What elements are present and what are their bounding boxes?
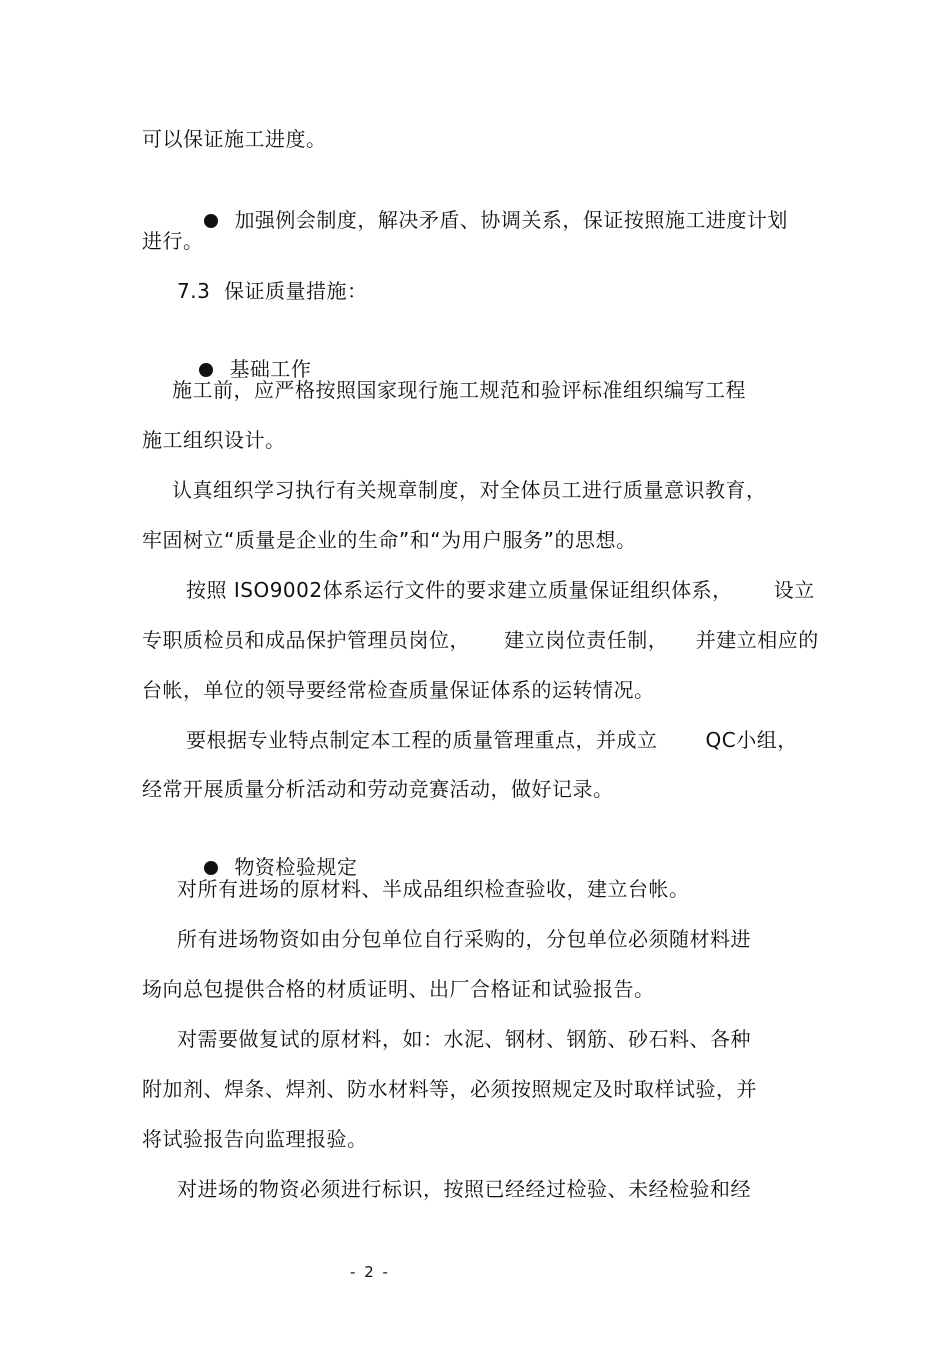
- text-line: 物资检验规定: [234, 855, 358, 879]
- text-line: 可以保证施工进度。: [142, 127, 327, 151]
- text-line: 所有进场物资如由分包单位自行采购的，分包单位必须随材料进: [177, 927, 751, 951]
- text-line: 台帐，单位的领导要经常检查质量保证体系的运转情况。: [142, 678, 655, 702]
- text-line: 施工组织设计。: [142, 428, 286, 452]
- text-line: 加强例会制度，解决矛盾、协调关系，保证按照施工进度计划: [234, 208, 788, 232]
- bullet-icon: [204, 861, 218, 875]
- text-line: 认真组织学习执行有关规章制度，对全体员工进行质量意识教育，: [172, 478, 767, 502]
- bullet-icon: [199, 363, 213, 377]
- text-line: 对所有进场的原材料、半成品组织检查验收，建立台帐。: [177, 877, 690, 901]
- text-line: 经常开展质量分析活动和劳动竞赛活动，做好记录。: [142, 777, 614, 801]
- text-line: 专职质检员和成品保护管理员岗位， 建立岗位责任制， 并建立相应的: [142, 628, 819, 652]
- text-line: 场向总包提供合格的材质证明、出厂合格证和试验报告。: [142, 977, 655, 1001]
- text-line: 施工前，应严格按照国家现行施工规范和验评标准组织编写工程: [172, 378, 746, 402]
- section-heading: 7.3 保证质量措施：: [177, 279, 368, 303]
- page-number: - 2 -: [350, 1263, 390, 1281]
- text-line: 附加剂、焊条、焊剂、防水材料等，必须按照规定及时取样试验，并: [142, 1077, 757, 1101]
- text-line: 要根据专业特点制定本工程的质量管理重点，并成立 QC小组，: [186, 728, 798, 752]
- text-line: 进行。: [142, 229, 204, 253]
- text-line: 牢固树立“质量是企业的生命”和“为用户服务”的思想。: [142, 528, 637, 552]
- text-line: 对进场的物资必须进行标识，按照已经经过检验、未经检验和经: [177, 1177, 751, 1201]
- text-line: 按照 ISO9002体系运行文件的要求建立质量保证组织体系， 设立: [186, 578, 815, 602]
- text-line: 基础工作: [229, 357, 312, 381]
- text-line: 对需要做复试的原材料，如：水泥、钢材、钢筋、砂石料、各种: [177, 1027, 751, 1051]
- bullet-icon: [204, 214, 218, 228]
- text-line: 将试验报告向监理报验。: [142, 1127, 368, 1151]
- bullet-item: [177, 178, 788, 262]
